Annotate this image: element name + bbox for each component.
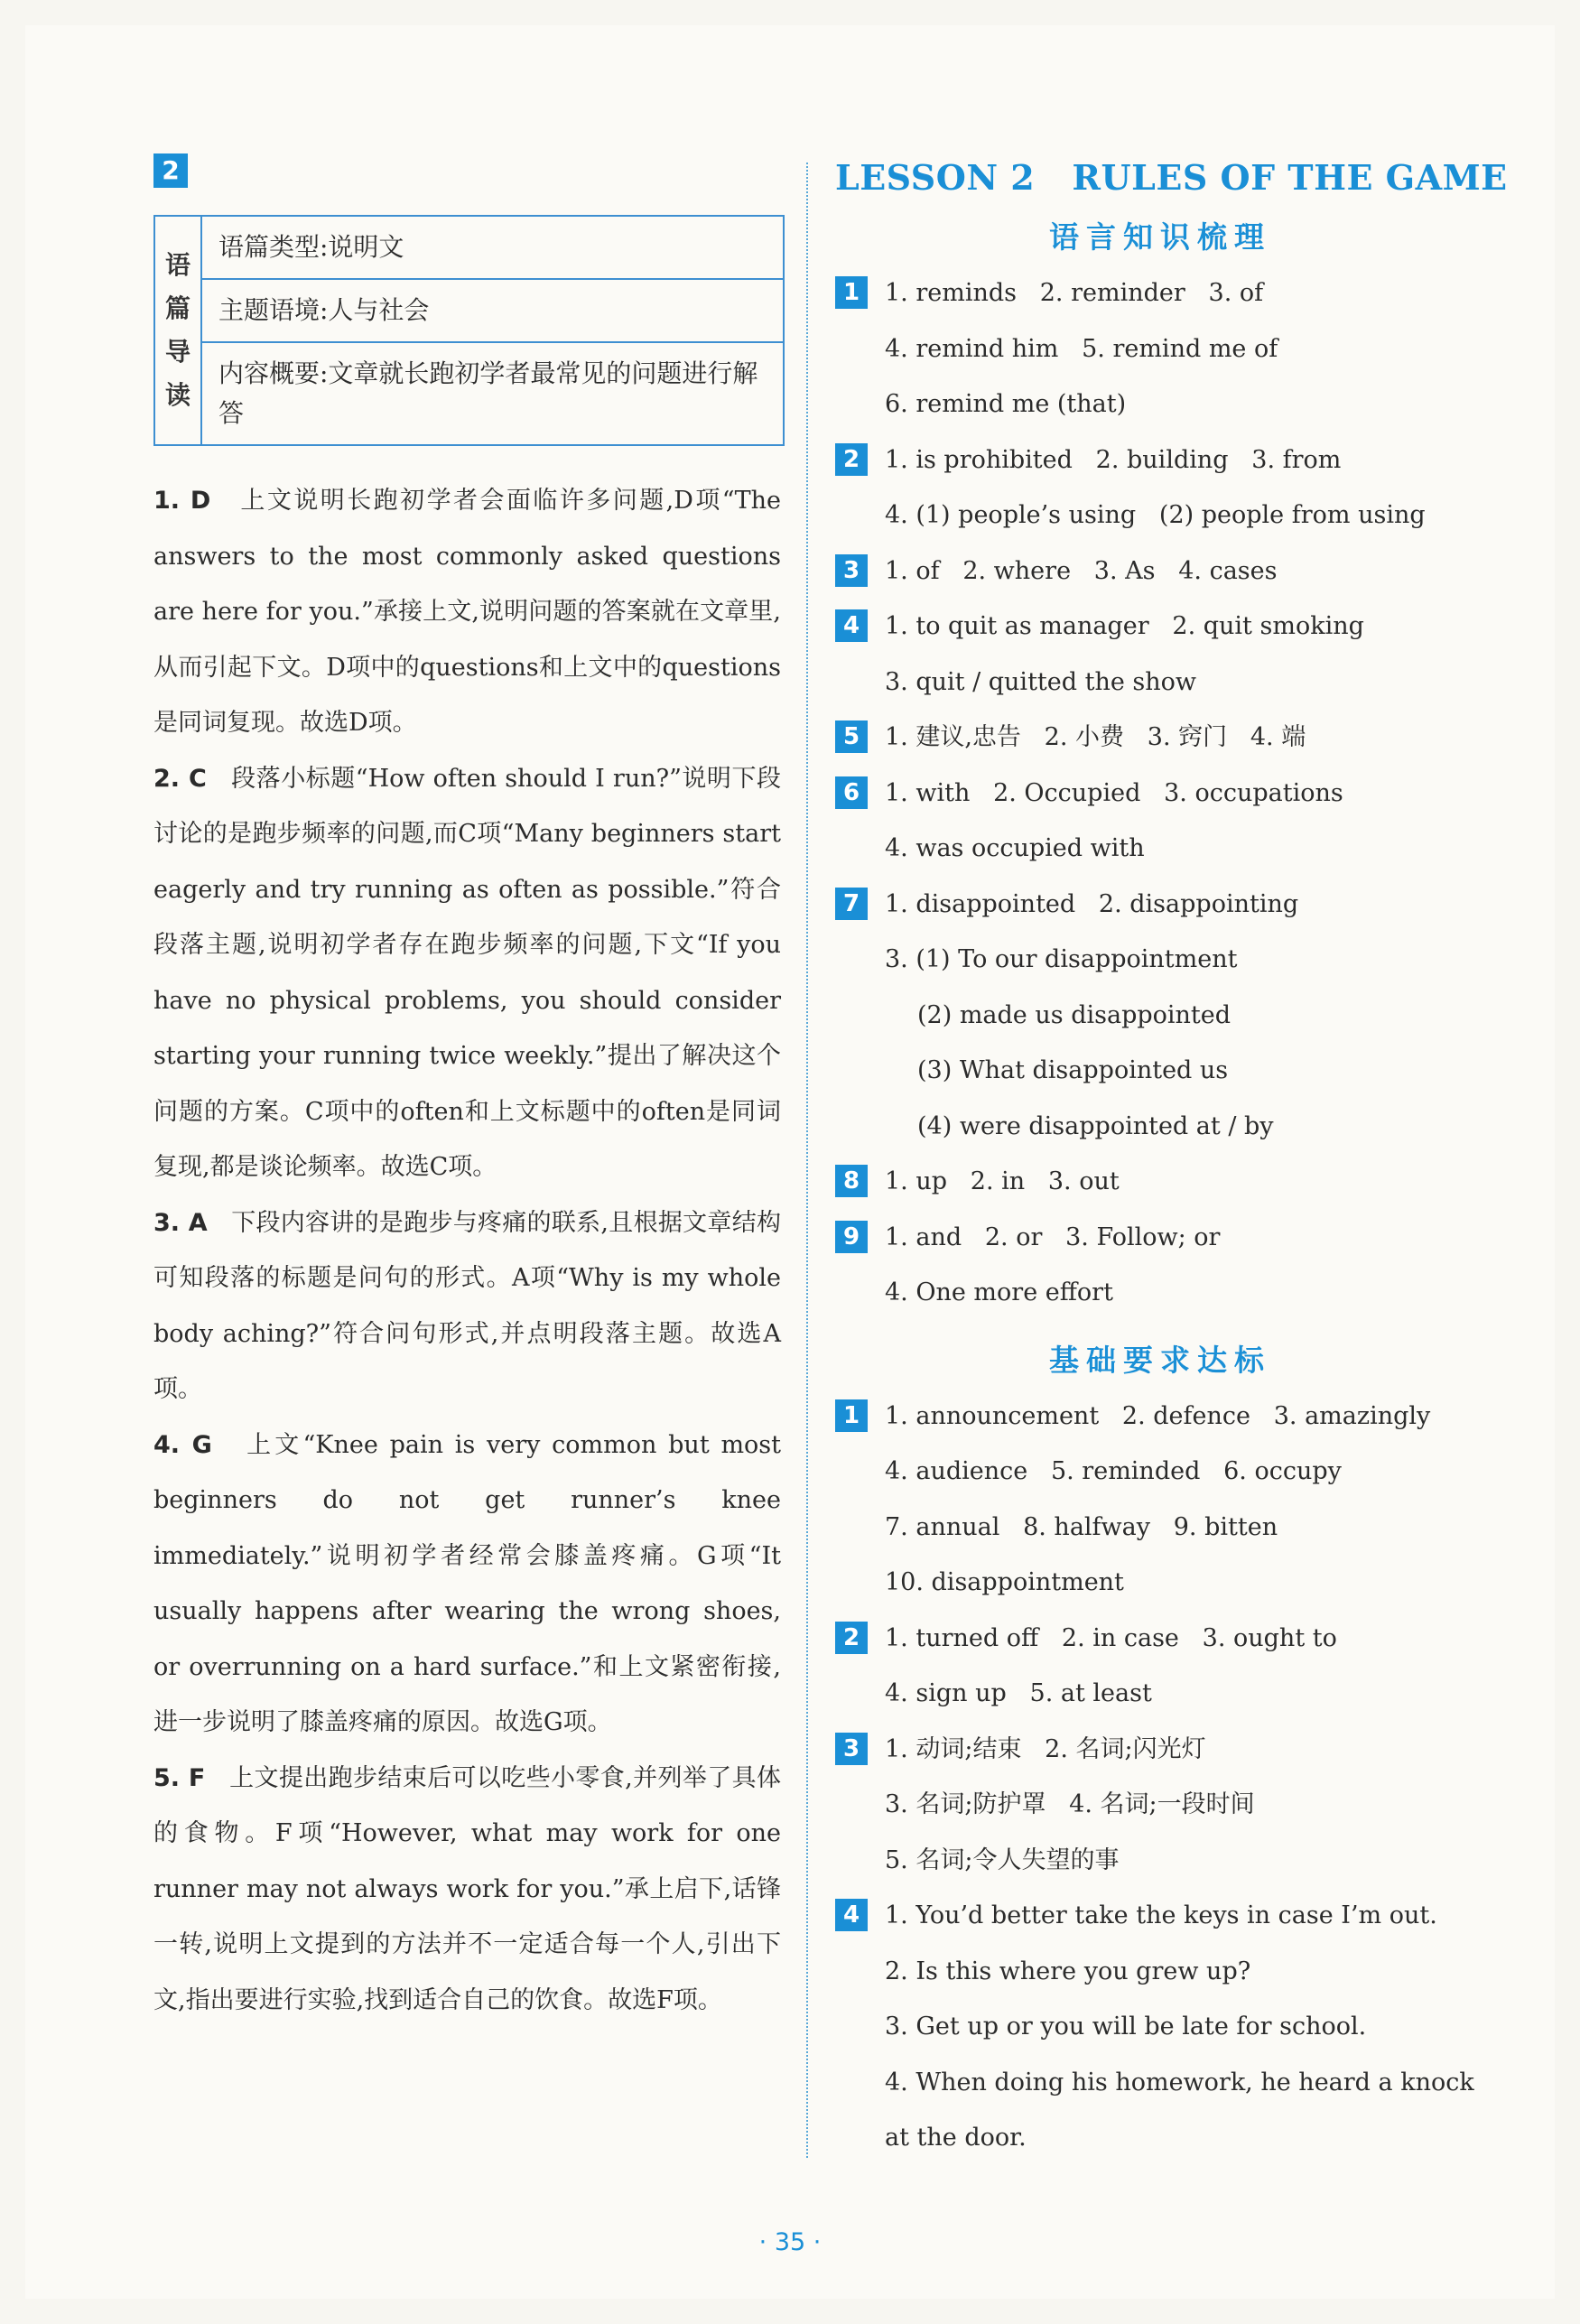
answer-item <box>153 473 781 751</box>
answer-line <box>835 1389 1485 1445</box>
answer-line <box>835 877 1485 933</box>
answer-line <box>835 1833 1485 1889</box>
answer-text: 5. 名词;令人失望的事 <box>885 1845 1120 1874</box>
answer-explanation: 段落小标题“How often should I run?”说明下段讨论的是跑步频率的问题,而C项“Many beginners start eagerly and try running as often as possible.”符合段落主题,说明初学者存在跑步频率的问题,下文“If you have no physical problems, you should consider starting your running twice weekly.”提出了解决这个问题的方案。C项中的often和上文标题中的often是同词复现,都是谈论频率。故选C项。 <box>153 764 781 1181</box>
answer-text: 1. disappointed 2. disappointing <box>885 889 1299 918</box>
answer-text: 3. 名词;防护罩 4. 名词;一段时间 <box>885 1790 1255 1818</box>
answer-explanation: 上文提出跑步结束后可以吃些小零食,并列举了具体的食物。F项“However, what may work for one runner may not always work for you.”承上启下,话锋一转,说明上文提到的方法并不一定适合每一个人,引出下文,指出要进行实验,找到适合自己的饮食。故选F项。 <box>153 1763 781 2014</box>
answer-text: 1. of 2. where 3. As 4. cases <box>885 556 1278 585</box>
answer-line <box>835 376 1485 432</box>
section-title-language-knowledge: 语言知识梳理 <box>1049 219 1271 255</box>
answer-text: (2) made us disappointed <box>917 1000 1231 1029</box>
answer-line <box>835 988 1485 1044</box>
answer-text: 4. was occupied with <box>885 834 1145 862</box>
exercise-number-badge: 2 <box>835 1622 868 1654</box>
answer-number: 4. G <box>153 1430 212 1459</box>
answer-line <box>835 1611 1485 1667</box>
exercise-number-badge: 6 <box>835 776 868 809</box>
exercise-number-badge: 4 <box>835 609 868 642</box>
answer-text: 1. announcement 2. defence 3. amazingly <box>885 1401 1431 1430</box>
answer-text: 4. (1) people’s using (2) people from using <box>885 501 1426 529</box>
answer-text: (3) What disappointed us <box>917 1056 1229 1084</box>
page-number: · 35 · <box>758 2228 822 2256</box>
exercise-number-badge: 8 <box>835 1165 868 1197</box>
answer-line <box>835 544 1485 600</box>
exercise-number-badge: 4 <box>835 1899 868 1931</box>
answer-item <box>153 1418 781 1751</box>
answer-line <box>835 766 1485 822</box>
exercise-number-badge: 5 <box>835 720 868 753</box>
answer-line <box>835 2055 1485 2111</box>
exercise-number-badge: 2 <box>835 443 868 476</box>
section-badge: 2 <box>153 153 188 188</box>
answer-text: 1. turned off 2. in case 3. ought to <box>885 1623 1337 1652</box>
answer-number: 1. D <box>153 487 211 515</box>
answer-line <box>835 1722 1485 1778</box>
answer-line <box>835 265 1485 321</box>
answer-explanation: 下段内容讲的是跑步与疼痛的联系,且根据文章结构可知段落的标题是问句的形式。A项“Why is my whole body aching?”符合问句形式,并点明段落主题。故选A项。 <box>153 1208 781 1403</box>
exercise-number-badge: 3 <box>835 554 868 587</box>
reading-guide-box <box>153 215 785 446</box>
column-divider <box>806 163 808 2158</box>
answer-text: 1. reminds 2. reminder 3. of <box>885 279 1264 307</box>
answer-text: 1. You’d better take the keys in case I’m out. <box>885 1901 1437 1929</box>
answer-line <box>835 1500 1485 1556</box>
answer-text: 6. remind me (that) <box>885 390 1127 418</box>
answer-line <box>835 1888 1485 1944</box>
answer-text: 1. 建议,忠告 2. 小费 3. 窍门 4. 端 <box>885 723 1306 751</box>
answer-line <box>835 821 1485 877</box>
answer-text: 4. remind him 5. remind me of <box>885 334 1278 363</box>
answer-text: 1. 动词;结束 2. 名词;闪光灯 <box>885 1734 1206 1763</box>
answer-number: 3. A <box>153 1208 208 1237</box>
answer-text: 1. is prohibited 2. building 3. from <box>885 445 1342 474</box>
guide-text-type: 语篇类型:说明文 <box>202 217 783 280</box>
answer-text: 3. (1) To our disappointment <box>885 945 1238 973</box>
answer-number: 2. C <box>153 764 207 793</box>
answer-line <box>835 932 1485 988</box>
guide-side-char: 读 <box>164 380 191 410</box>
left-column <box>153 153 781 2028</box>
basic-requirements-section <box>835 1389 1485 2166</box>
guide-side-label <box>155 217 202 444</box>
answer-line <box>835 1777 1485 1833</box>
answer-line <box>835 1555 1485 1611</box>
answer-list <box>153 473 781 2028</box>
right-column <box>835 153 1508 2166</box>
answer-line <box>835 599 1485 655</box>
answer-line <box>835 1154 1485 1210</box>
answer-text: 3. Get up or you will be late for school. <box>885 2013 1367 2040</box>
answer-line <box>835 655 1485 711</box>
language-knowledge-section <box>835 265 1485 1321</box>
answer-text: 10. disappointment <box>885 1568 1124 1596</box>
exercise-number-badge: 1 <box>835 276 868 309</box>
answer-line <box>835 1265 1485 1321</box>
answer-line <box>835 710 1485 766</box>
exercise-number-badge: 9 <box>835 1221 868 1253</box>
lesson-title: LESSON 2 RULES OF THE GAME <box>835 157 1508 198</box>
answer-text: 4. When doing his homework, he heard a knock <box>885 2068 1474 2096</box>
answer-number: 5. F <box>153 1763 206 1792</box>
answer-text: (4) were disappointed at / by <box>917 1111 1274 1140</box>
answer-explanation: 上文“Knee pain is very common but most beginners do not get runner’s knee immediately.”说明初学者经常会膝盖疼痛。G项“It usually happens after wearing the wrong shoes, or overrunning on a hard surface.”和上文紧密衔接,进一步说明了膝盖疼痛的原因。故选G项。 <box>153 1430 782 1736</box>
exercise-number-badge: 1 <box>835 1399 868 1432</box>
answer-line <box>835 1944 1485 2000</box>
exercise-number-badge: 3 <box>835 1733 868 1765</box>
section-title-basic-requirements: 基础要求达标 <box>1049 1342 1271 1378</box>
guide-side-char: 语 <box>164 250 191 280</box>
answer-text: 1. with 2. Occupied 3. occupations <box>885 778 1343 807</box>
guide-side-char: 导 <box>164 337 191 367</box>
answer-item <box>153 1195 781 1418</box>
answer-text: 1. and 2. or 3. Follow; or <box>885 1222 1221 1251</box>
answer-text: at the door. <box>885 2124 1027 2152</box>
answer-text: 2. Is this where you grew up? <box>885 1957 1251 1985</box>
answer-line <box>835 1999 1485 2055</box>
answer-explanation: 上文说明长跑初学者会面临许多问题,D项“The answers to the most commonly asked questions are here for you.”承接上文,说明问题的答案就在文章里,从而引起下文。D项中的questions和上文中的questions是同词复现。故选D项。 <box>153 487 781 737</box>
answer-text: 4. One more effort <box>885 1278 1113 1306</box>
answer-item <box>153 1751 781 2029</box>
answer-line <box>835 1666 1485 1722</box>
answer-line <box>835 321 1485 377</box>
answer-line <box>835 1444 1485 1500</box>
answer-line <box>835 1099 1485 1155</box>
answer-line <box>835 1210 1485 1266</box>
exercise-number-badge: 7 <box>835 888 868 920</box>
answer-line <box>835 432 1485 488</box>
answer-text: 4. sign up 5. at least <box>885 1679 1152 1707</box>
guide-theme-context: 主题语境:人与社会 <box>202 280 783 343</box>
answer-text: 1. to quit as manager 2. quit smoking <box>885 612 1364 640</box>
answer-line <box>835 2110 1485 2166</box>
answer-text: 3. quit / quitted the show <box>885 667 1197 696</box>
answer-item <box>153 751 781 1195</box>
answer-text: 7. annual 8. halfway 9. bitten <box>885 1512 1278 1541</box>
answer-text: 4. audience 5. reminded 6. occupy <box>885 1457 1342 1485</box>
guide-side-char: 篇 <box>164 293 191 323</box>
answer-text: 1. up 2. in 3. out <box>885 1167 1120 1195</box>
answer-line <box>835 488 1485 544</box>
guide-content-summary: 内容概要:文章就长跑初学者最常见的问题进行解答 <box>218 358 758 428</box>
answer-line <box>835 1043 1485 1099</box>
